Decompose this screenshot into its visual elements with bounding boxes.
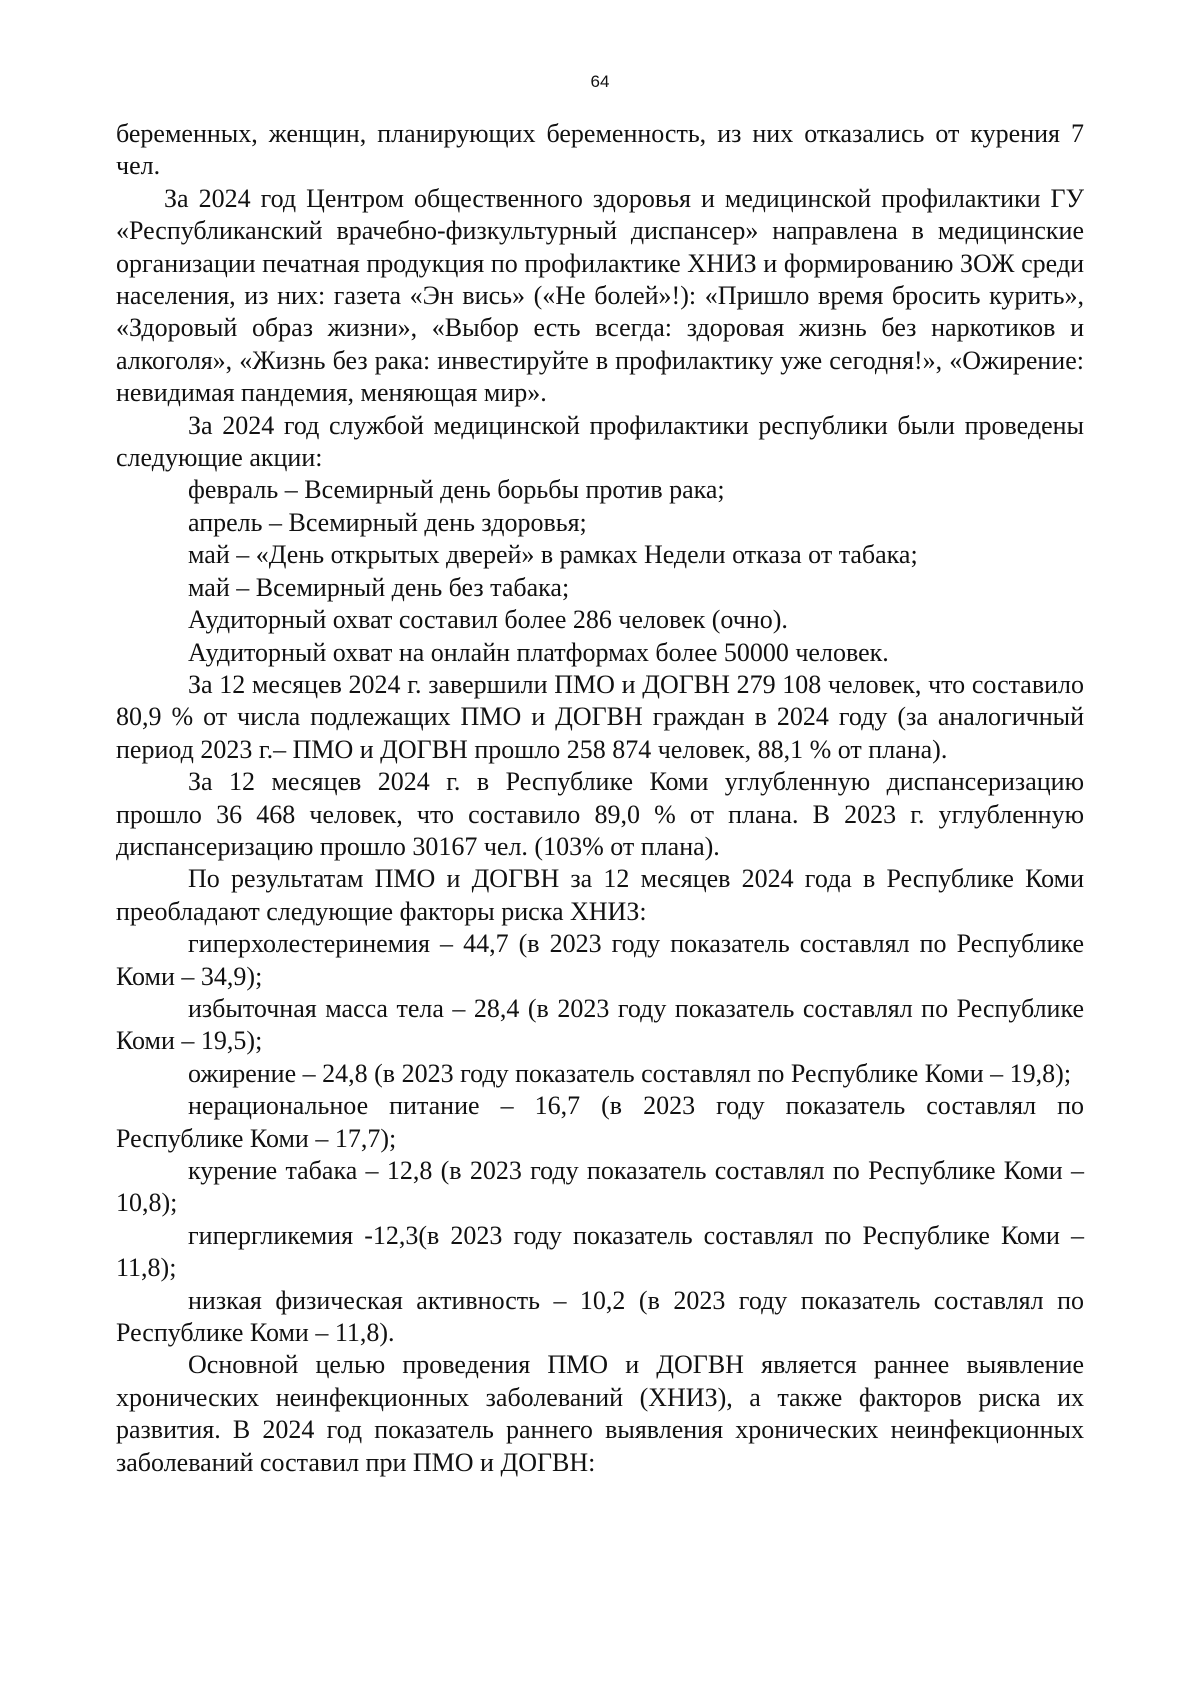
- list-item-action: май – Всемирный день без табака;: [188, 572, 570, 602]
- paragraph-print-products: За 2024 год Центром общественного здоровья и медицинской профилактики ГУ «Республиканский врачебно-физкультурный диспансер» направлена в медицинские организации печатная продукция по профилактике ХНИЗ и формированию ЗОЖ среди населения, из них: газета «Эн вись» («Не болей»!): «Пришло время бросить курить», «Здоровый образ жизни», «Выбор есть всегда: здоровая жизнь без наркотиков и алкоголя», «Жизнь без рака: инвестируйте в профилактику уже сегодня!», «Ожирение: невидимая пандемия, меняющая мир».: [116, 183, 1084, 408]
- paragraph-risk-factors-intro: По результатам ПМО и ДОГВН за 12 месяцев 2024 года в Республике Коми преобладают следующие факторы риска ХНИЗ:: [116, 864, 1084, 926]
- list-item-risk-factor: избыточная масса тела – 28,4 (в 2023 году показатель составлял по Республике Коми – 19,5);: [116, 993, 1084, 1056]
- list-item-risk-factor: нерациональное питание – 16,7 (в 2023 году показатель составлял по Республике Коми – 17,7);: [116, 1091, 1084, 1153]
- list-item-action: май – «День открытых дверей» в рамках Недели отказа от табака;: [188, 540, 918, 570]
- list-item-risk-factor: ожирение – 24,8 (в 2023 году показатель составлял по Республике Коми – 19,8);: [188, 1058, 1072, 1088]
- list-item-risk-factor: гипергликемия -12,3(в 2023 году показатель составлял по Республике Коми – 11,8);: [116, 1220, 1084, 1283]
- list-item-risk-factor: гиперхолестеринемия – 44,7 (в 2023 году показатель составлял по Республике Коми – 34,9);: [116, 929, 1084, 991]
- paragraph-main-goal: Основной целью проведения ПМО и ДОГВН является раннее выявление хронических неинфекционных заболеваний (ХНИЗ), а также факторов риска их развития. В 2024 год показатель раннего выявления хронических неинфекционных заболеваний составил при ПМО и ДОГВН:: [116, 1350, 1084, 1477]
- list-item-action: февраль – Всемирный день борьбы против рака;: [188, 475, 725, 505]
- page-number: 64: [590, 72, 610, 91]
- paragraph-deep-dispensary: За 12 месяцев 2024 г. в Республике Коми углубленную диспансеризацию прошло 36 468 человек, что составило 89,0 % от плана. В 2023 г. углубленную диспансеризацию прошло 30167 чел. (103% от плана).: [116, 767, 1084, 861]
- paragraph-actions-intro: За 2024 год службой медицинской профилактики республики были проведены следующие акции:: [116, 410, 1084, 473]
- paragraph-pmo-results: За 12 месяцев 2024 г. завершили ПМО и ДОГВН 279 108 человек, что составило 80,9 % от числа подлежащих ПМО и ДОГВН граждан в 2024 году (за аналогичный период 2023 г.– ПМО и ДОГВН прошло 258 874 человек, 88,1 % от плана).: [116, 669, 1084, 764]
- list-item-risk-factor: курение табака – 12,8 (в 2023 году показатель составлял по Республике Коми – 10,8);: [116, 1156, 1084, 1218]
- paragraph-audience-offline: Аудиторный охват составил более 286 человек (очно).: [188, 605, 788, 635]
- list-item-action: апрель – Всемирный день здоровья;: [188, 507, 587, 537]
- document-body: [116, 118, 1084, 1479]
- paragraph-audience-online: Аудиторный охват на онлайн платформах более 50000 человек.: [188, 637, 889, 667]
- paragraph-continuation: беременных, женщин, планирующих беременность, из них отказались от курения 7 чел.: [116, 119, 1084, 181]
- list-item-risk-factor: низкая физическая активность – 10,2 (в 2023 году показатель составлял по Республике Коми – 11,8).: [116, 1285, 1084, 1348]
